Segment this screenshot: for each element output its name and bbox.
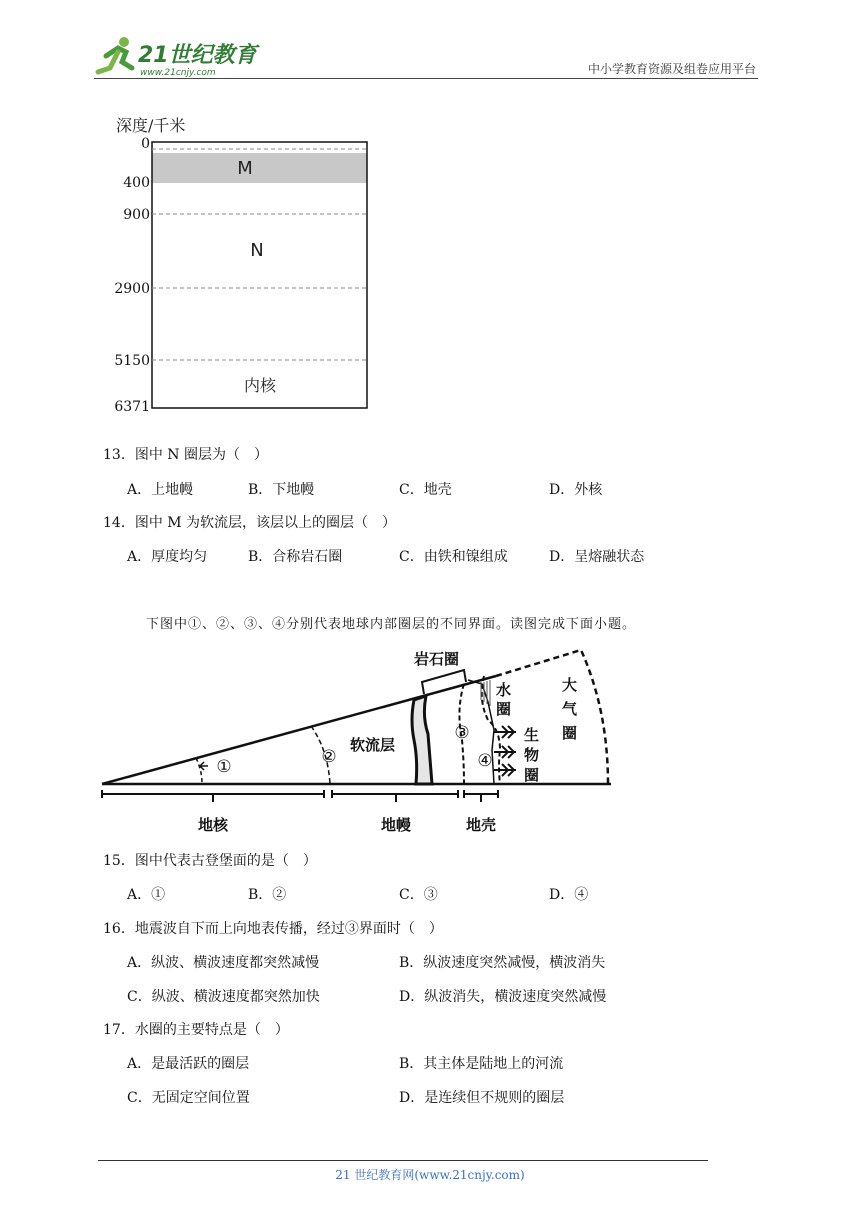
depth-tick: 6371 (114, 399, 150, 415)
biosphere-label: 生 (524, 726, 540, 744)
biosphere-arrows (494, 726, 516, 776)
depth-tick: 0 (141, 136, 150, 152)
asthenosphere-label: 软流层 (350, 736, 396, 754)
footer-link[interactable]: 21 世纪教育网(www.21cnjy.com) (335, 1168, 525, 1182)
core-bracket (102, 790, 324, 802)
question-14: 14．图中 M 为软流层，该层以上的圈层（ ） (103, 515, 397, 531)
q15-option-c[interactable]: C．③ (399, 887, 438, 903)
q15-option-a[interactable]: A．① (127, 887, 166, 903)
logo-url: www.21cnjy.com (140, 68, 216, 78)
depth-tick: 2900 (114, 281, 150, 297)
earth-spheres-figure (96, 640, 626, 840)
depth-tick: 900 (123, 207, 150, 223)
marker-2: ② (321, 747, 337, 767)
core-label: 地核 (197, 816, 229, 834)
marker-1: ① (216, 757, 232, 777)
q16-option-d[interactable]: D．纵波消失，横波速度突然减慢 (399, 989, 607, 1005)
hydrosphere-label: 圈 (496, 700, 512, 718)
atmosphere-label: 气 (562, 700, 578, 718)
q17-option-c[interactable]: C．无固定空间位置 (127, 1090, 250, 1106)
q16-option-b[interactable]: B．纵波速度突然减慢，横波消失 (399, 955, 606, 971)
q15-option-b[interactable]: B．② (248, 887, 287, 903)
logo-text: 21世纪教育 (138, 43, 257, 68)
footer-divider (98, 1160, 708, 1161)
q15-option-d[interactable]: D．④ (549, 887, 589, 903)
figure-intro-text: 下图中①、②、③、④分别代表地球内部圈层的不同界面。读图完成下面小题。 (146, 617, 637, 632)
mantle-label: 地幔 (380, 816, 412, 834)
inner-core-label: 内核 (243, 376, 277, 395)
atmosphere-boundary (496, 650, 608, 784)
platform-name: 中小学教育资源及组卷应用平台 (587, 62, 756, 76)
q17-option-b[interactable]: B．其主体是陆地上的河流 (399, 1056, 564, 1072)
q14-option-c[interactable]: C．由铁和镍组成 (399, 549, 508, 565)
question-15: 15．图中代表古登堡面的是（ ） (103, 853, 317, 869)
site-logo (92, 34, 262, 80)
atmosphere-label: 大 (562, 676, 578, 694)
q14-option-b[interactable]: B．合称岩石圈 (248, 549, 343, 565)
q17-option-d[interactable]: D．是连续但不规则的圈层 (399, 1090, 565, 1106)
q13-option-b[interactable]: B．下地幔 (248, 482, 315, 498)
crust-bracket (464, 790, 498, 802)
q13-option-d[interactable]: D．外核 (549, 482, 603, 498)
q13-option-c[interactable]: C．地壳 (399, 482, 452, 498)
question-13: 13．图中 N 圈层为（ ） (103, 447, 268, 463)
asthenosphere-band (412, 696, 432, 784)
question-16: 16．地震波自下而上向地表传播，经过③界面时（ ） (103, 921, 443, 937)
crust-label: 地壳 (465, 816, 497, 834)
layer-n-label: N (250, 240, 264, 261)
boundary-1 (196, 758, 202, 784)
depth-tick: 400 (123, 175, 150, 191)
hydrosphere-label: 水 (496, 681, 512, 699)
wedge-upper-edge (102, 676, 496, 784)
layer-m-band (152, 153, 367, 183)
atmosphere-label: 圈 (562, 724, 578, 742)
runner-icon (98, 37, 132, 72)
q16-option-c[interactable]: C．纵波、横波速度都突然加快 (127, 989, 320, 1005)
q17-option-a[interactable]: A．是最活跃的圈层 (127, 1056, 250, 1072)
biosphere-label: 物 (524, 746, 540, 764)
q13-option-a[interactable]: A．上地幔 (127, 482, 194, 498)
biosphere-label: 圈 (524, 766, 540, 784)
question-17: 17．水圈的主要特点是（ ） (103, 1022, 289, 1038)
layer-m-label: M (237, 158, 253, 179)
q16-option-a[interactable]: A．纵波、横波速度都突然减慢 (127, 955, 320, 971)
depth-axis-title: 深度/千米 (116, 116, 186, 135)
depth-tick: 5150 (114, 353, 150, 369)
mantle-bracket (332, 790, 458, 802)
lithosphere-label: 岩石圈 (414, 650, 460, 668)
q14-option-a[interactable]: A．厚度均匀 (127, 549, 208, 565)
marker-4: ④ (477, 751, 493, 771)
q14-option-d[interactable]: D．呈熔融状态 (549, 549, 645, 565)
marker-3: ③ (454, 723, 470, 743)
earth-layers-depth-figure (100, 110, 390, 420)
header-divider (94, 78, 758, 79)
